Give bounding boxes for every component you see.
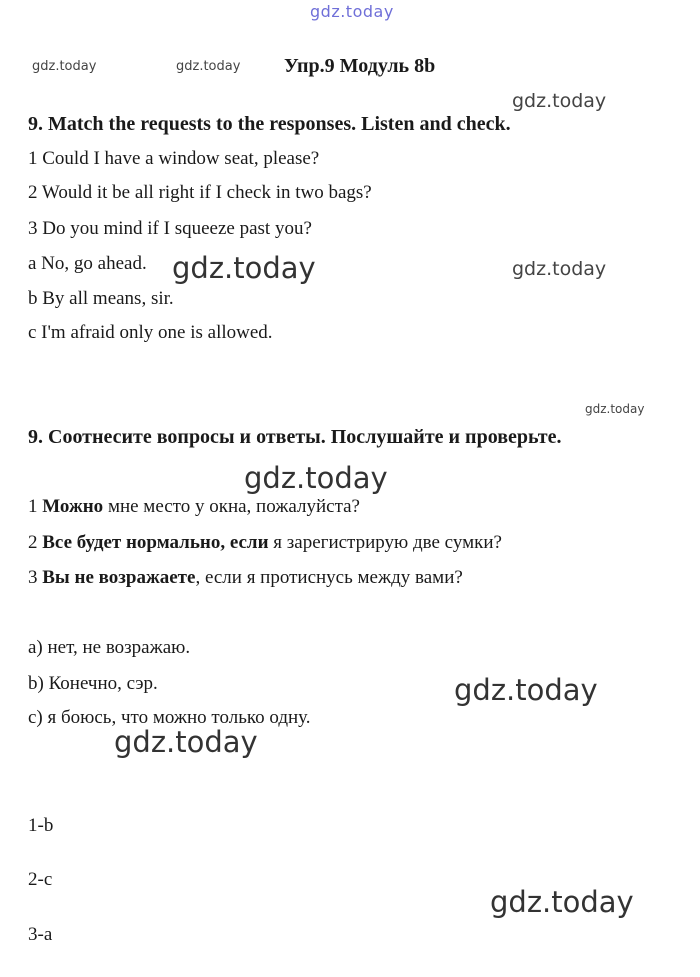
- question-rest: мне место у окна, пожалуйста?: [103, 496, 360, 517]
- question-keyphrase: Можно: [42, 496, 104, 517]
- watermark: gdz.today: [490, 885, 634, 919]
- watermark: gdz.today: [585, 402, 645, 416]
- watermark: gdz.today: [512, 90, 607, 112]
- question-number: 3: [28, 567, 43, 588]
- response-a: a No, go ahead.: [28, 253, 147, 274]
- question-keyphrase: Вы не возражаете: [42, 567, 196, 588]
- request-2: 2 Would it be all right if I check in two bags?: [28, 182, 372, 203]
- answer-c: c) я боюсь, что можно только одну.: [28, 707, 311, 728]
- watermark: gdz.today: [114, 725, 258, 759]
- watermark: gdz.today: [176, 59, 241, 74]
- response-b: b By all means, sir.: [28, 288, 174, 309]
- request-3: 3 Do you mind if I squeeze past you?: [28, 218, 312, 239]
- russian-heading: 9. Соотнесите вопросы и ответы. Послушайте и проверьте.: [28, 426, 562, 448]
- watermark: gdz.today: [454, 673, 598, 707]
- question-1: [28, 497, 360, 516]
- page-title: Упр.9 Модуль 8b: [284, 55, 436, 77]
- question-rest: я зарегистрирую две сумки?: [268, 532, 502, 553]
- question-3: [28, 568, 463, 587]
- question-number: 2: [28, 532, 43, 553]
- question-keyphrase: Все будет нормально, если: [42, 532, 269, 553]
- question-rest: , если я протиснусь между вами?: [195, 567, 463, 588]
- watermark: gdz.today: [512, 258, 607, 280]
- key-item-2: 2-c: [28, 869, 53, 890]
- watermark-top: gdz.today: [310, 2, 394, 21]
- watermark: gdz.today: [244, 461, 388, 495]
- question-2: [28, 533, 502, 552]
- watermark: gdz.today: [32, 59, 97, 74]
- key-item-3: 3-a: [28, 924, 53, 945]
- watermark: gdz.today: [172, 251, 316, 285]
- answer-a: a) нет, не возражаю.: [28, 637, 191, 658]
- request-1: 1 Could I have a window seat, please?: [28, 148, 320, 169]
- question-number: 1: [28, 496, 43, 517]
- response-c: c I'm afraid only one is allowed.: [28, 322, 273, 343]
- english-heading: 9. Match the requests to the responses. Listen and check.: [28, 113, 511, 135]
- key-item-1: 1-b: [28, 815, 54, 836]
- answer-b: b) Конечно, сэр.: [28, 673, 158, 694]
